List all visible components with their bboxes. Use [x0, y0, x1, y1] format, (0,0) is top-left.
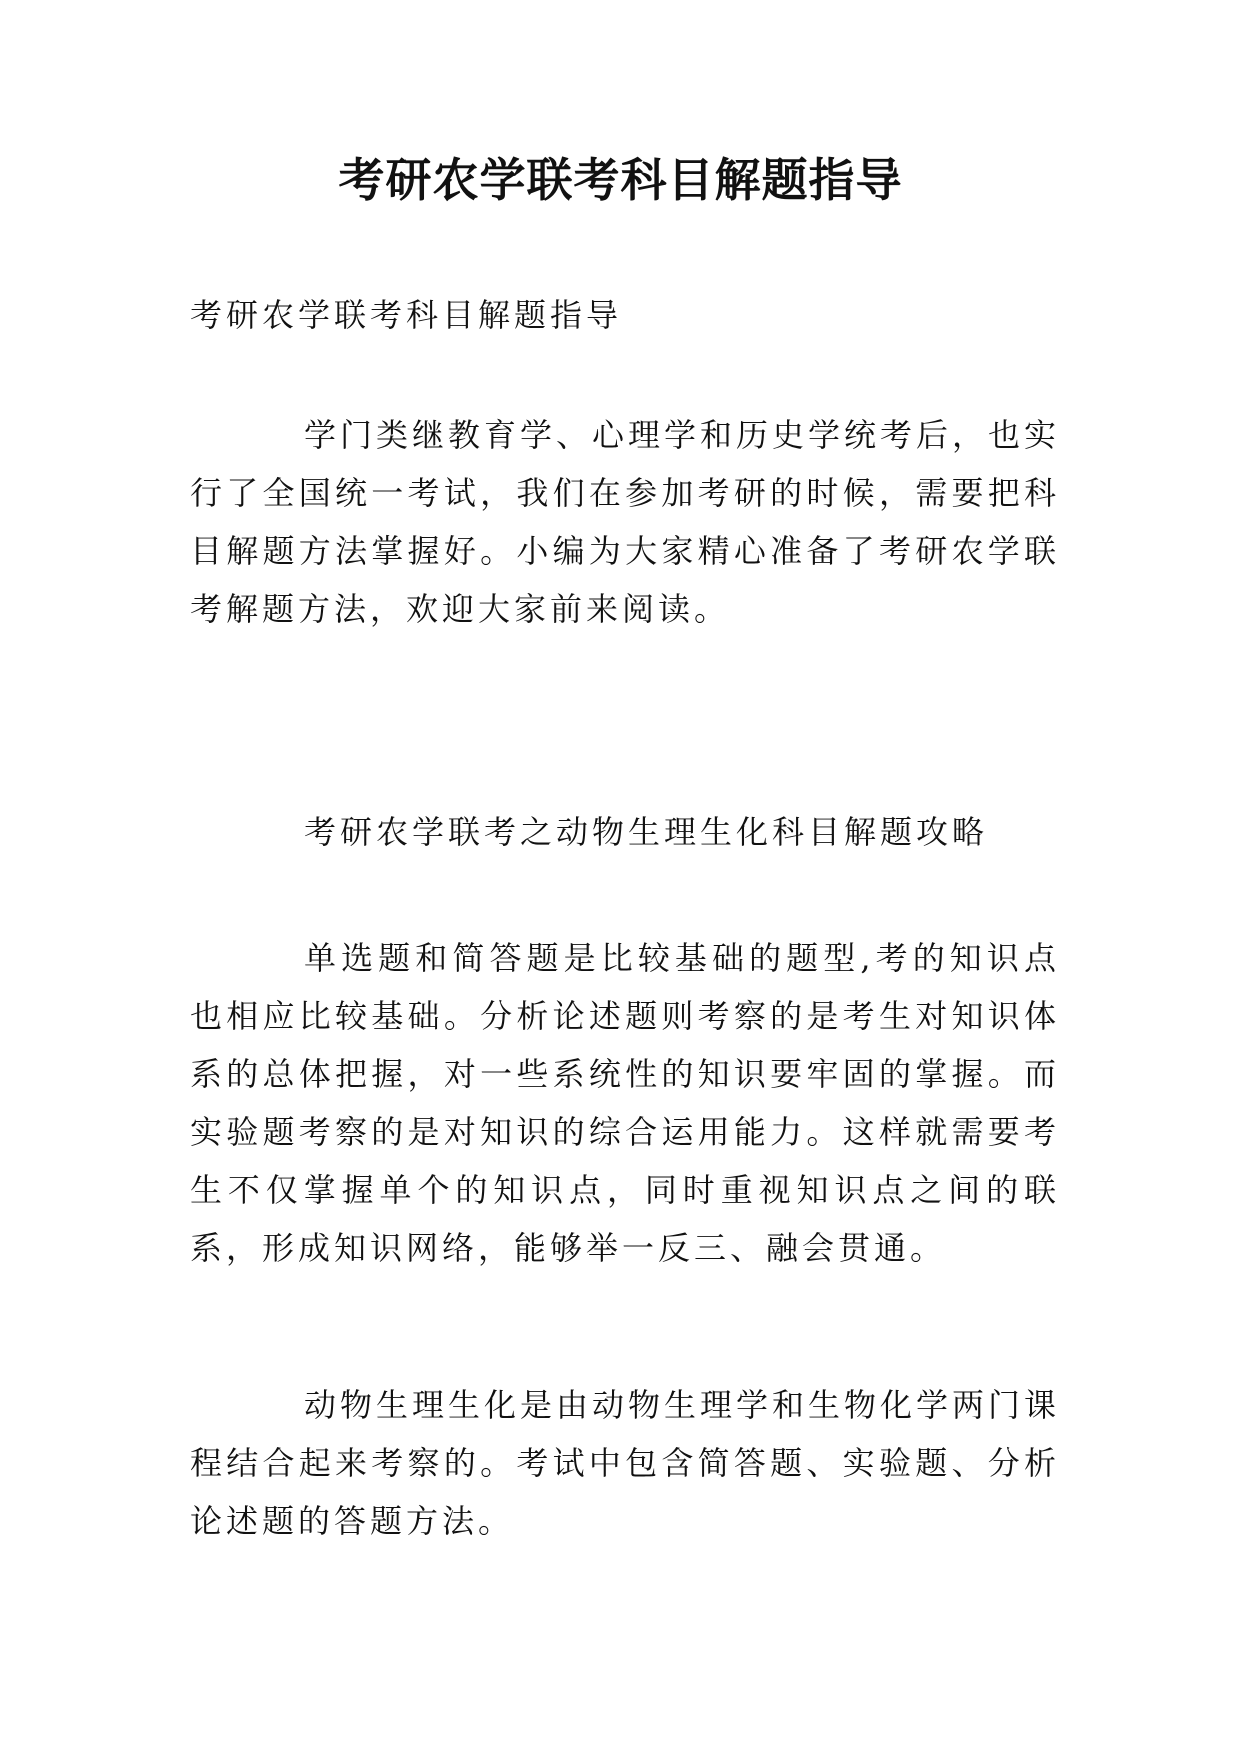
body-paragraph: 动物生理生化是由动物生理学和生物化学两门课程结合起来考察的。考试中包含简答题、实验题、分析论述题的答题方法。	[190, 1386, 1061, 1540]
section-heading: 考研农学联考之动物生理生化科目解题攻略	[304, 813, 989, 851]
document-title: 考研农学联考科目解题指导	[338, 153, 903, 207]
intro-paragraph: 学门类继教育学、心理学和历史学统考后，也实行了全国统一考试，我们在参加考研的时候，需要把科目解题方法掌握好。小编为大家精心准备了考研农学联考解题方法，欢迎大家前来阅读。	[190, 416, 1061, 628]
body-paragraph: 单选题和简答题是比较基础的题型,考的知识点也相应比较基础。分析论述题则考察的是考生对知识体系的总体把握，对一些系统性的知识要牢固的掌握。而实验题考察的是对知识的综合运用能力。这样就需要考生不仅掌握单个的知识点，同时重视知识点之间的联系，形成知识网络，能够举一反三、融会贯通。	[190, 939, 1060, 1267]
document-subtitle: 考研农学联考科目解题指导	[190, 296, 623, 334]
